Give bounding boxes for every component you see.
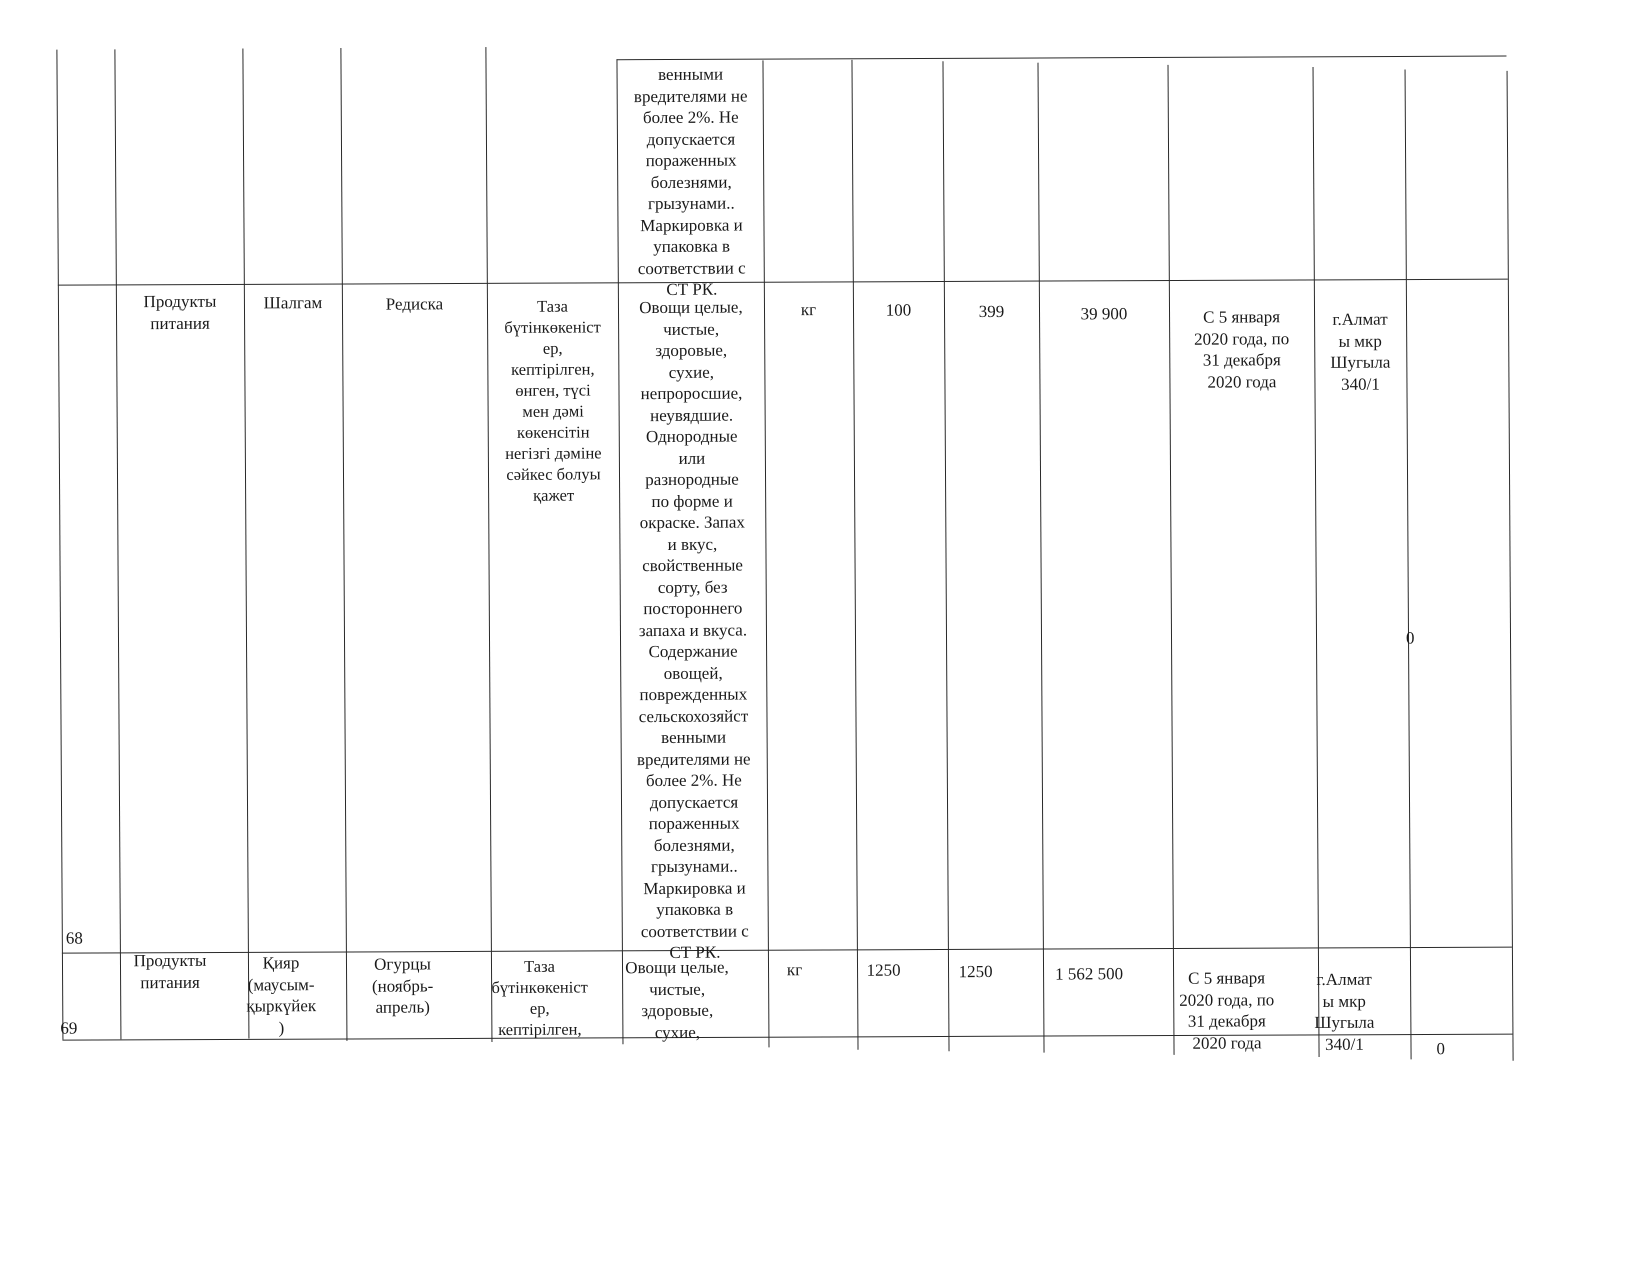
unit-cell: кг <box>786 960 803 980</box>
name-ru-cell: Редиска <box>385 294 444 314</box>
column-line <box>1507 71 1514 1061</box>
delivery-term-cell: С 5 января 2020 года, по 31 декабря 2020 года <box>1179 968 1275 1053</box>
column-line <box>1313 67 1320 1057</box>
column-line <box>242 49 249 1039</box>
description-ru-cell: Овощи целые, чистые, здоровые, сухие, непроросшие, неувядшие. Однородные или разнородные по форме и окраске. Запах и вкус, свойственные сорту, без постороннего запаха и вкуса. Содержание овощей, поврежденных сельскохозяйст венными вредителями не более 2%. Не допускается пораженных болезнями, грызунами.. Маркировка и упаковка в соответствии с СТ РК. <box>636 297 751 962</box>
price-cell: 399 <box>978 301 1005 322</box>
delivery-term-cell: С 5 января 2020 года, по 31 декабря 2020 года <box>1194 307 1290 392</box>
amount-cell: 1 562 500 <box>1055 964 1124 984</box>
column-line <box>114 49 121 1039</box>
advance-cell: 0 <box>1436 1039 1446 1059</box>
unit-cell: кг <box>800 300 817 320</box>
description-kz-cell: Таза бүтінкөкеніст ер, кептірілген, өнген, түсі мен дәмі көкенсітін негізгі дәміне сәйкес болуы қажет <box>504 296 602 505</box>
amount-cell: 39 900 <box>1080 304 1128 324</box>
delivery-place-cell: г.Алмат ы мкр Шугыла 340/1 <box>1330 309 1391 394</box>
name-kz-cell: Қияр (маусым- қыркүйек ) <box>246 953 317 1037</box>
row-separator <box>58 279 1508 286</box>
column-line <box>340 48 347 1041</box>
quantity-cell: 1250 <box>866 960 901 980</box>
advance-cell: 0 <box>1405 628 1415 648</box>
category-cell: Продукты питания <box>143 291 217 333</box>
row-number: 68 <box>65 928 83 948</box>
column-line <box>1405 69 1412 1059</box>
name-kz-cell: Шалгам <box>263 293 323 313</box>
row-number: 69 <box>60 1018 78 1038</box>
price-cell: 1250 <box>958 961 993 982</box>
description-ru-cell: Овощи целые, чистые, здоровые, сухие, <box>625 957 729 1042</box>
continued-description-cell: венными вредителями не более 2%. Не допускается пораженных болезнями, грызунами.. Маркировка и упаковка в соответствии с СТ РК. <box>633 64 748 299</box>
column-line <box>1168 65 1175 1055</box>
column-line <box>851 60 858 1050</box>
column-line <box>485 47 492 1042</box>
name-ru-cell: Огурцы (ноябрь- апрель) <box>371 954 434 1017</box>
column-line <box>1037 63 1044 1053</box>
column-line <box>942 61 949 1051</box>
category-cell: Продукты питания <box>133 950 207 992</box>
delivery-place-cell: г.Алмат ы мкр Шугыла 340/1 <box>1314 969 1375 1054</box>
procurement-table <box>0 0 1646 5</box>
description-kz-cell: Таза бүтінкөкеніст ер, кептірілген, <box>491 956 588 1040</box>
top-edge-line <box>616 56 1506 61</box>
quantity-cell: 100 <box>885 300 912 320</box>
column-line <box>56 50 63 1040</box>
